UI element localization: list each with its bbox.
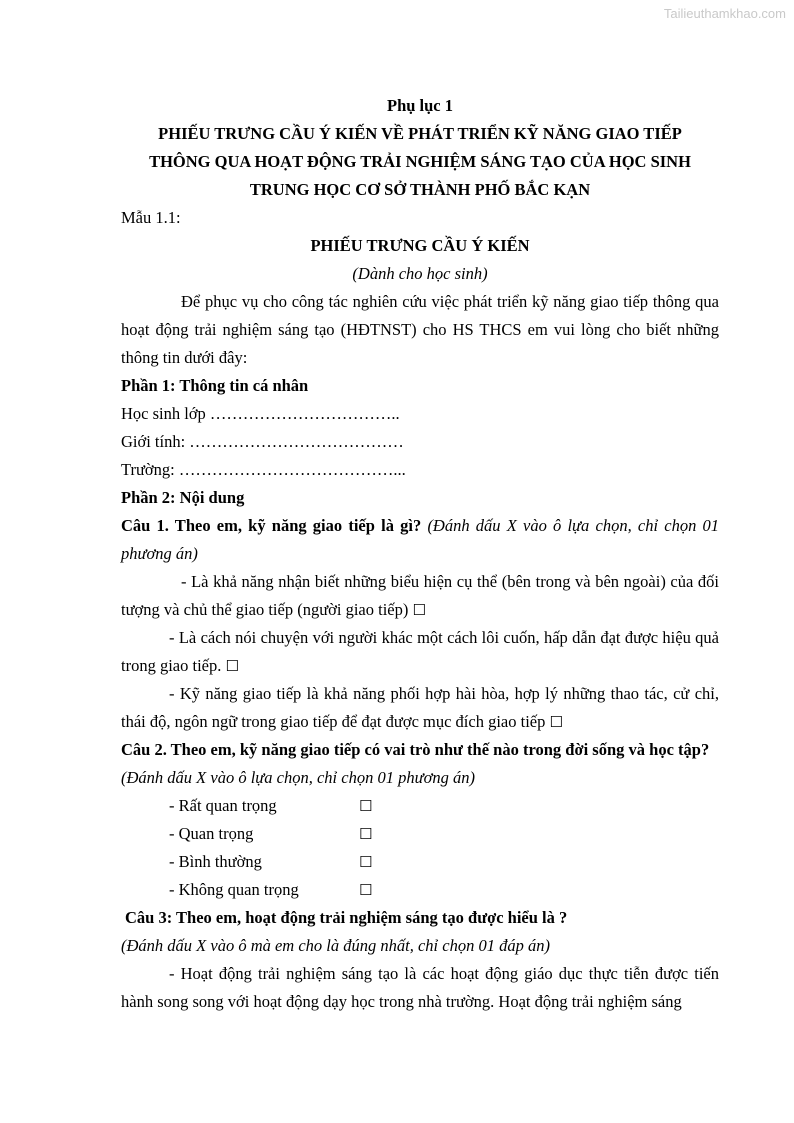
document-page — [121, 92, 719, 1016]
q2-option-label: - Bình thường — [169, 852, 262, 871]
q1-option-1-text: - Là khả năng nhận biết những biểu hiện cụ thể (bên trong và bên ngoài) của đối tượng và chủ thể giao tiếp (người giao tiếp) — [121, 572, 719, 619]
field-gender[interactable]: Giới tính: ………………………………… — [121, 432, 404, 451]
q2-option-1 — [121, 792, 719, 820]
watermark: Tailieuthamkhao.com — [663, 6, 786, 21]
q1-option-2 — [121, 624, 719, 680]
q3-option-1: - Hoạt động trải nghiệm sáng tạo là các hoạt động giáo dục thực tiễn được tiến hành song song với hoạt động dạy học trong nhà trường. Hoạt động trải nghiệm sáng — [121, 964, 719, 1011]
checkbox-icon[interactable]: ☐ — [359, 797, 373, 815]
appendix-title: Phụ lục 1 — [386, 96, 454, 115]
form-label: Mẫu 1.1: — [121, 208, 181, 227]
q2-instruction: (Đánh dấu X vào ô lựa chọn, chỉ chọn 01 phương án) — [121, 768, 476, 787]
part1-heading: Phần 1: Thông tin cá nhân — [121, 376, 309, 395]
checkbox-icon[interactable]: ☐ — [359, 853, 373, 871]
q1-option-3 — [121, 680, 719, 736]
field-school[interactable]: Trường: …………………………………... — [121, 460, 406, 479]
checkbox-icon[interactable]: ☐ — [359, 825, 373, 843]
checkbox-icon[interactable]: ☐ — [359, 881, 373, 899]
checkbox-icon[interactable]: ☐ — [549, 713, 563, 731]
form-title: PHIẾU TRƯNG CẦU Ý KIẾN — [310, 236, 530, 255]
q1-question-text: Câu 1. Theo em, kỹ năng giao tiếp là gì? — [121, 516, 422, 535]
form-subtitle: (Dành cho học sinh) — [352, 264, 488, 283]
main-title-line-1: PHIẾU TRƯNG CẦU Ý KIẾN VỀ PHÁT TRIỂN KỸ NĂNG GIAO TIẾP — [158, 124, 682, 143]
q2-option-2 — [121, 820, 719, 848]
q2-option-3 — [121, 848, 719, 876]
q1-question — [121, 512, 719, 568]
q2-question: Câu 2. Theo em, kỹ năng giao tiếp có vai trò như thế nào trong đời sống và học tập? — [121, 740, 710, 759]
q3-instruction: (Đánh dấu X vào ô mà em cho là đúng nhất, chỉ chọn 01 đáp án) — [121, 936, 550, 955]
checkbox-icon[interactable]: ☐ — [225, 657, 239, 675]
part2-heading: Phần 2: Nội dung — [121, 488, 245, 507]
q2-option-label: - Rất quan trọng — [169, 796, 277, 815]
checkbox-icon[interactable]: ☐ — [412, 601, 426, 619]
q3-question: Câu 3: Theo em, hoạt động trải nghiệm sáng tạo được hiểu là ? — [125, 908, 568, 927]
q1-option-3-text: - Kỹ năng giao tiếp là khả năng phối hợp hài hòa, hợp lý những thao tác, cử chỉ, thái độ, ngôn ngữ trong giao tiếp để đạt được mục đích giao tiếp — [121, 684, 719, 731]
q2-option-4 — [121, 876, 719, 904]
main-title-line-3: TRUNG HỌC CƠ SỞ THÀNH PHỐ BẮC KẠN — [249, 180, 591, 199]
field-class[interactable]: Học sinh lớp …………………………….. — [121, 404, 400, 423]
q1-option-2-text: - Là cách nói chuyện với người khác một cách lôi cuốn, hấp dẫn đạt được hiệu quả trong giao tiếp. — [121, 628, 719, 675]
q2-option-label: - Quan trọng — [169, 824, 254, 843]
q2-option-label: - Không quan trọng — [169, 880, 299, 899]
main-title-line-2: THÔNG QUA HOẠT ĐỘNG TRẢI NGHIỆM SÁNG TẠO CỦA HỌC SINH — [149, 152, 691, 171]
q1-option-1 — [121, 568, 719, 624]
q1-instruction: (Đánh dấu X vào ô lựa chọn, chỉ chọn 01 phương án) — [121, 516, 720, 563]
intro-paragraph: Để phục vụ cho công tác nghiên cứu việc phát triển kỹ năng giao tiếp thông qua hoạt động trải nghiệm sáng tạo (HĐTNST) cho HS THCS em vui lòng cho biết những thông tin dưới đây: — [121, 292, 719, 367]
